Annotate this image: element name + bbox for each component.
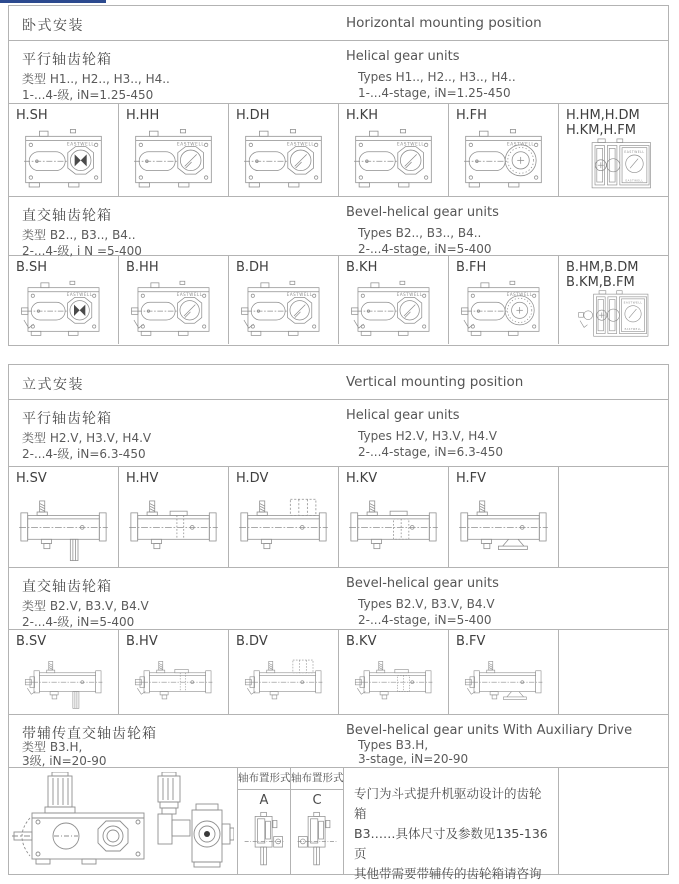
gear-unit-drawing [453,489,554,564]
unit-type-label: H.HV [126,471,159,486]
helical-h-en-title: Helical gear units [346,49,460,64]
svg-text:EASTWELL: EASTWELL [506,292,533,298]
unit-type-label2: B.KM,B.FM [566,275,635,290]
unit-type-label: B.FV [456,634,486,649]
vertical-title-zh: 立式安装 [22,377,84,393]
unit-type-label: B.DV [236,634,268,649]
unit-type-label: H.HH [126,108,160,123]
unit-type-label: B.HH [126,260,159,275]
gear-unit-drawing [13,652,114,711]
unit-type-label: B.KV [346,634,377,649]
bevel-v-zh-types: 类型 B2.V, B3.V, B4.V [22,599,149,613]
auxiliary-intro-row [9,715,668,768]
unit-type-label: H.SH [16,108,48,123]
svg-text:EASTWELL: EASTWELL [176,292,203,298]
helical-v-en-stages: 2-...4-stage, iN=6.3-450 [358,445,503,459]
unit-cell-bhv [119,630,229,714]
unit-cell-hm [559,104,669,196]
unit-cell-bdh [229,256,339,344]
unit-cell-bfh [449,256,559,344]
gear-unit-drawing [123,652,224,711]
svg-text:EASTWELL: EASTWELL [506,142,535,148]
auxiliary-zh-types: 类型 B3.H, [22,740,83,754]
gear-unit-drawing [123,278,224,341]
gear-unit-drawing [343,652,444,711]
gear-unit-drawing [233,126,334,193]
unit-cell-bm [559,256,669,344]
auxiliary-zh-title: 带辅传直交轴齿轮箱 [22,726,157,742]
auxiliary-gear-unit-drawing [12,772,234,870]
unit-type-label: H.FH [456,108,487,123]
svg-text:EASTWELL: EASTWELL [286,142,315,148]
gear-unit-drawing [233,489,334,564]
unit-type-label: H.FV [456,471,487,486]
helical-v-zh-types: 类型 H2.V, H3.V, H4.V [22,431,152,445]
svg-text:EASTWELL: EASTWELL [176,142,205,148]
unit-cell-hdh [229,104,339,196]
bevel-v-cells-row [9,630,668,715]
auxiliary-cells-row [9,768,668,881]
vertical-mounting-panel [8,364,669,881]
empty-area [559,630,668,714]
unit-type-label: H.DH [236,108,270,123]
svg-text:EASTWELL: EASTWELL [66,142,95,148]
unit-type-label: H.HM,H.DM [566,108,640,123]
unit-cell-bkv [339,630,449,714]
helical-h-zh-types: 类型 H1.., H2.., H3.., H4.. [22,72,170,86]
unit-type-label: B.HV [126,634,158,649]
bevel-v-zh-title: 直交轴齿轮箱 [22,579,112,595]
bevel-h-en-title: Bevel-helical gear units [346,205,499,220]
horizontal-mounting-panel [8,5,669,346]
gear-unit-drawing [233,652,334,711]
bevel-h-en-types: Types B2.., B3.., B4.. [358,226,482,240]
bevel-v-intro-row [9,568,668,630]
bevel-h-en-stages: 2-...4-stage, iN=5-400 [358,242,492,256]
unit-type-label: H.KV [346,471,378,486]
unit-cell-bdv [229,630,339,714]
unit-cell-bkh [339,256,449,344]
bevel-v-zh-stages: 2-...4-级, iN=5-400 [22,615,135,629]
gear-unit-drawing [343,489,444,564]
helical-v-intro-row [9,400,668,467]
shaft-arrangement-c-drawing [296,808,338,870]
gear-unit-drawing [13,278,114,341]
auxiliary-note-line1: 专门为斗式提升机驱动设计的齿轮箱 [354,786,542,821]
vertical-title-en: Vertical mounting position [346,374,524,390]
gear-unit-drawing [453,126,554,193]
gear-unit-drawing [123,489,224,564]
bevel-h-zh-types: 类型 B2.., B3.., B4.. [22,228,136,242]
svg-text:EASTWELL: EASTWELL [625,179,644,183]
unit-type-label: B.KH [346,260,378,275]
svg-text:EASTWELL: EASTWELL [396,292,423,298]
bevel-v-en-types: Types B2.V, B3.V, B4.V [358,597,495,611]
unit-type-label: H.SV [16,471,47,486]
horizontal-header-row [9,6,668,41]
unit-type-label: B.HM,B.DM [566,260,639,275]
helical-h-en-stages: 1-...4-stage, iN=1.25-450 [358,86,511,100]
svg-text:EASTWELL: EASTWELL [286,292,313,298]
shaft-arrangement-a-column [238,768,291,874]
unit-type-label: H.DV [236,471,269,486]
bevel-h-zh-stages: 2-...4-级, i N =5-400 [22,244,142,258]
svg-text:EASTWELL: EASTWELL [66,292,93,298]
shaft-arrangement-letter-c: C [312,793,322,808]
shaft-arrangement-letter-a: A [259,793,269,808]
unit-type-label: B.SH [16,260,48,275]
gear-unit-drawing [123,126,224,193]
gear-unit-drawing [563,136,665,193]
top-accent-bar [0,0,106,3]
gear-unit-drawing [453,278,554,341]
bevel-h-cells-row [9,256,668,344]
gear-unit-drawing [13,489,114,564]
svg-text:EASTWELL: EASTWELL [623,300,643,305]
unit-cell-hkh [339,104,449,196]
unit-cell-hfh [449,104,559,196]
auxiliary-en-title: Bevel-helical gear units With Auxiliary Drive [346,723,633,738]
unit-type-label: B.SV [16,634,47,649]
unit-cell-bfv [449,630,559,714]
shaft-arrangement-header: 轴布置形式 [291,768,343,790]
empty-area [559,768,668,874]
auxiliary-unit-cell [9,768,238,874]
unit-cell-hhh [119,104,229,196]
unit-type-label: B.FH [456,260,487,275]
bevel-h-intro-row [9,197,668,256]
unit-cell-hhv [119,467,229,567]
horizontal-title-en: Horizontal mounting position [346,15,542,31]
shaft-arrangement-header: 轴布置形式 [238,768,290,790]
unit-cell-hdv [229,467,339,567]
unit-type-label: H.KH [346,108,378,123]
shaft-arrangement-a-drawing [243,808,285,870]
unit-cell-hsh [9,104,119,196]
auxiliary-en-stages: 3-stage, iN=20-90 [358,752,469,766]
unit-type-label2: H.KM,H.FM [566,123,636,138]
gear-unit-drawing [343,126,444,193]
helical-h-cells-row [9,104,668,197]
unit-cell-bsv [9,630,119,714]
auxiliary-zh-stages: 3级, iN=20-90 [22,754,107,768]
auxiliary-note-line2: B3……具体尺寸及参数见135-136页 [354,826,548,861]
auxiliary-note-line3: 其他带需要带辅传的齿轮箱请咨询 [354,866,542,881]
gear-unit-drawing [453,652,554,711]
bevel-h-zh-title: 直交轴齿轮箱 [22,208,112,224]
unit-cell-hfv [449,467,559,567]
auxiliary-note-cell [344,768,559,881]
unit-cell-hkv [339,467,449,567]
helical-h-zh-title: 平行轴齿轮箱 [22,52,112,68]
shaft-arrangement-c-column [291,768,344,874]
auxiliary-en-types: Types B3.H, [358,738,429,752]
unit-type-label: B.DH [236,260,269,275]
gear-unit-drawing [13,126,114,193]
gear-unit-drawing [233,278,334,341]
gear-unit-drawing [343,278,444,341]
helical-v-zh-stages: 2-...4-级, iN=6.3-450 [22,447,146,461]
empty-area [559,467,668,567]
unit-cell-hsv [9,467,119,567]
helical-v-en-types: Types H2.V, H3.V, H4.V [358,429,497,443]
svg-text:EASTWELL: EASTWELL [624,328,642,332]
helical-v-cells-row [9,467,668,568]
svg-text:EASTWELL: EASTWELL [396,142,425,148]
helical-v-en-title: Helical gear units [346,408,460,423]
helical-h-en-types: Types H1.., H2.., H3.., H4.. [358,70,516,84]
vertical-header-row [9,365,668,400]
helical-h-intro-row [9,41,668,104]
gear-unit-drawing [563,288,665,341]
unit-cell-bhh [119,256,229,344]
horizontal-title-zh: 卧式安装 [22,18,84,34]
helical-h-zh-stages: 1-...4-级, iN=1.25-450 [22,88,154,102]
bevel-v-en-stages: 2-...4-stage, iN=5-400 [358,613,492,627]
svg-text:EASTWELL: EASTWELL [624,149,645,154]
bevel-v-en-title: Bevel-helical gear units [346,576,499,591]
unit-cell-bsh [9,256,119,344]
helical-v-zh-title: 平行轴齿轮箱 [22,411,112,427]
